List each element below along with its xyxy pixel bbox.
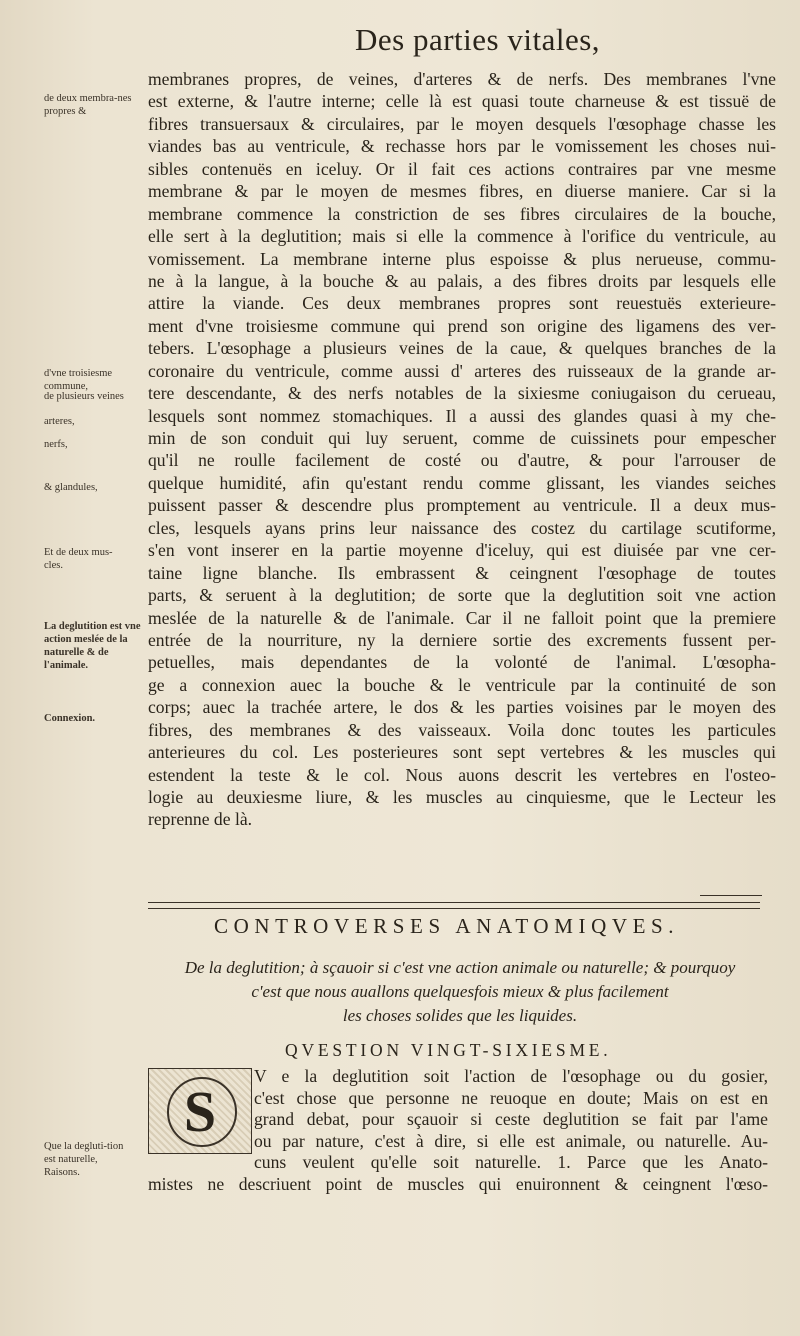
margin-notes: [0, 0, 150, 1336]
question-line: grand debat, pour sçauoir si ceste deglutition se fait par l'ame: [254, 1109, 768, 1130]
text-line: viandes bas au ventricule, & rechasse hors par le vomissement les choses nui-: [148, 136, 776, 157]
text-line: corps; auec la trachée artere, le dos & les parties voisines par le moyen des: [148, 697, 776, 718]
text-line: sibles contenuës en iceluy. Or il fait ces actions contraires par vne mesme: [148, 158, 776, 179]
text-line: min de son conduit qui luy seruent, comme de cuissinets pour empescher: [148, 428, 776, 448]
margin-note: arteres,: [44, 416, 75, 427]
margin-note: de deux membra-nes propres &: [44, 93, 132, 117]
margin-note: Que la degluti-tion est naturelle, Raisons.: [44, 1141, 124, 1178]
subtitle-line: c'est que nous auallons quelquesfois mieux & plus facilement: [251, 982, 669, 1001]
text-line: meslée de la naturelle & de l'animale. Car il ne falloit point que la premiere: [148, 607, 776, 628]
section-heading: CONTROVERSES ANATOMIQVES.: [214, 914, 680, 938]
section-subtitle: [160, 956, 760, 1028]
text-line: attire la viande. Ces deux membranes propres sont reuestuës exterieure-: [148, 293, 776, 314]
text-line: ge a connexion auec la bouche & le ventricule par la continuité de son: [148, 674, 776, 695]
text-line: anterieures du col. Les posterieures sont sept vertebres & les muscles qui: [148, 742, 776, 763]
text-line: reprenne de là.: [148, 809, 253, 830]
text-line: fibres transuersaux & circulaires, par le moyen desquels l'œsophage chasse les: [148, 113, 776, 134]
margin-note: Connexion.: [44, 713, 96, 724]
question-line: ou par nature, c'est à dire, si elle est animale, ou naturelle. Au-: [254, 1130, 768, 1151]
text-line: ne à la langue, à la bouche & au palais, a des fibres droits par lesquels elle: [148, 270, 776, 291]
subtitle-line: De la deglutition; à sçauoir si c'est vne action animale ou naturelle; & pourquoy: [184, 958, 736, 977]
text-line: ment d'vne troisiesme commune qui prend son origine des ligamens des ver-: [148, 315, 776, 336]
double-rule-divider: [148, 902, 760, 909]
margin-note: nerfs,: [44, 439, 68, 450]
text-line: tere descendante, & des nerfs notables de la sixiesme coniugaison du cerueau,: [148, 383, 776, 404]
text-line: s'en vont inserer en la partie moyenne d'iceluy, qui est diuisée par vne cer-: [148, 540, 776, 561]
question-body-text: [148, 1066, 768, 1196]
drop-initial-letter: S: [183, 1078, 217, 1144]
question-line: V e la deglutition soit l'action de l'œsophage ou du gosier,: [254, 1066, 768, 1086]
text-line: vomissement. La membrane interne plus espoisse & plus nerueuse, commu-: [148, 248, 776, 269]
question-line: cuns veulent qu'elle soit naturelle. 1. Parce que les Anato-: [254, 1152, 768, 1173]
text-line: elle sert à la deglutition; mais si elle la commence à l'orifice du ventricule, au: [148, 226, 776, 247]
text-line: membrane commence la constriction de ses fibres circulaires de la bouche,: [148, 203, 776, 224]
margin-note: Et de deux mus-cles.: [44, 547, 113, 571]
question-line: mistes ne descriuent point de muscles qui enuironnent & ceingnent l'œso-: [148, 1173, 768, 1194]
text-line: coronaire du ventricule, comme aussi d' arteres des ruisseaux de la grande ar-: [148, 360, 776, 381]
subtitle-line: les choses solides que les liquides.: [342, 1006, 578, 1025]
text-line: tebers. L'œsophage a plusieurs veines de la caue, & quelques branches de la: [148, 338, 776, 359]
text-line: lesquels sont nommez stomachiques. Il a aussi des glandes quasi à my che-: [148, 405, 776, 426]
margin-note: de plusieurs veines: [44, 391, 124, 402]
text-line: cles, lesquels ayans prins leur naissance des costez du cartilage scutiforme,: [148, 517, 776, 538]
margin-note: La deglutition est vne action meslée de la naturelle & de l'animale.: [44, 621, 141, 671]
running-head: Des parties vitales,: [355, 22, 601, 57]
text-line: entrée de la nourriture, ny la derniere sortie des excrements fussent per-: [148, 629, 776, 650]
margin-note: d'vne troisiesme commune,: [44, 368, 113, 392]
main-body-text: [148, 68, 776, 831]
text-line: membrane & par le moyen de mesmes fibres, en diuerse maniere. Car si la: [148, 181, 776, 202]
text-line: estendent la teste & le col. Nous auons descrit les vertebres en l'osteo-: [148, 764, 776, 785]
margin-note: & glandules,: [44, 482, 98, 493]
question-heading: QVESTION VINGT-SIXIESME.: [285, 1040, 612, 1060]
text-line: parts, & seruent à la deglutition; de sorte que la deglutition soit vne action: [148, 585, 776, 606]
text-line: logie au deuxiesme liure, & les muscles au cinquiesme, que le Lecteur les: [148, 787, 776, 807]
text-line: est externe, & l'autre interne; celle là est quasi toute charneuse & est tissuë de: [148, 91, 776, 112]
question-line: c'est chose que personne ne reuoque en doute; Mais on est en: [254, 1087, 768, 1108]
text-line: petuelles, mais dependantes de la volonté de l'animal. L'œsopha-: [148, 652, 776, 673]
text-line: puissent passer & descendre plus promptement au ventricule. Il a deux mus-: [148, 495, 776, 516]
text-line: taine ligne blanche. Ils embrassent & ceingnent l'œsophage de toutes: [148, 562, 776, 583]
text-line: fibres, des membranes & des vaisseaux. Voila donc toutes les particules: [148, 719, 776, 740]
text-line: qu'il ne roulle facilement de costé ou d'autre, & pour l'arrouser de: [148, 450, 776, 471]
text-line: quelque humidité, afin qu'estant rendu comme glissant, les viandes seiches: [148, 472, 776, 493]
short-rule: [700, 895, 762, 896]
text-line: membranes propres, de veines, d'arteres & de nerfs. Des membranes l'vne: [148, 69, 776, 89]
